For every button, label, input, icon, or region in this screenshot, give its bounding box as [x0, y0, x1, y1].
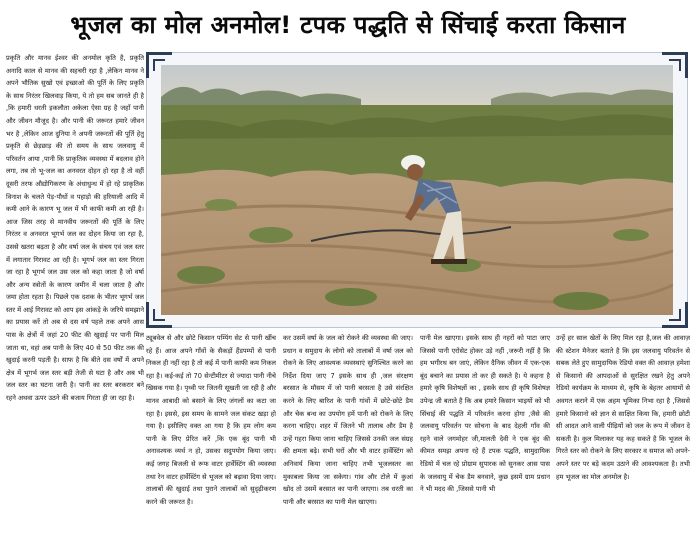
crop-plant [205, 199, 237, 211]
farmer-drip-irrigation-photo [161, 65, 673, 315]
crop-plant [249, 227, 293, 243]
column-1-text: प्रकृति और मानव ईश्वर की अनमोल कृति है, प्रकृति अनादि काल से मानव की सहचरी रहा है ,लेकिन मानव ने अपने भौतिक सुखो एवं इच्छाओ की पूर्ति के लिए प्रकृति के साथ निरंतर खिलवाड़ किया, ये तो हम सब जानते ही है ,कि हमारी धरती इकलौता अकेला ऐसा ग्रह है जहाँ पानी और जीवन मौजूद है। और पानी की जरूरत हमारे जीवन भर है ,लेकिन आज दुनिया ने अपनी जरूरतों की पूर्ति हेतु प्रकृति से छेड़छाड़ की तो समय के साथ जलवायु में परिवर्तन आया ,पानी कि प्राकृतिक व्यवस्था में बदलाव होने लगा, तब तो भू-जल का अनवरत दोहन हो रहा है तो वहीं दूसरी तरफ औद्योगिकरण के अंधाधुन्ध में हो रहे प्राकृतिक विनाश के चलते पेड़-पौधों व पहाड़ो की हरियाली आदि में कमी आने के कारण भू जल में भी काफी कमी आ रही है। आज जिस तरह से मानवीय जरूरतों की पूर्ति के लिए निरंतर व अनवरत भूगर्भ जल का दोहन किया जा रहा है, उससे खतरा बढ़ता है और वर्षा जल के संचय एवं जल स्तर में लगातार गिरावट आ रही है। भूगर्भ जल का स्तर गिरता जा रहा है भूगर्भ जल उस जल को कहा जाता है जो वर्षा और अन्य स्त्रोतों के कारण जमीन में चला जाता है और जमा होता रहता है। पिछले एक दशक के भीतर भूगर्भ जल स्तर में आई गिरावट को आप इस आंकड़े के जरिये समझाने का प्रयास करें तो अब से दस वर्ष पहले तक अपने आस पास के क्षेत्रों में जहां 20 फीट की खुदाई पर पानी मिल जाता था, वहां अब पानी के लिए 40 से 50 फीट तक की खुदाई करनी पड़ती है। साफ है कि बीते दस वर्षों में अपने क्षेत्र में भूगर्भ जल स्तर बड़ी तेजी से घटा है और अब भी जल स्तर का घटना जारी है। पानी का स्तर बरकरार बने रहने अथवा ऊपर उठने की बजाय गिरता ही जा रहा है। [6, 54, 144, 403]
crop-plant [553, 292, 609, 310]
column-4-text: पानी मेल खाएगा। इसके साथ ही नहरों को पाटा जाए जिससे पानी एरोसेट होकर उड़े नहीं ,जरूरी नहीं है कि हम भगीरथ बन जाएं, लेकिन दैनिक जीवन में एक-एक बूंद बचाने का प्रयास तो कर ही सकते है। ये कहना है हमारे कृषि विशेषज्ञों का , इसके साथ ही कृषि विशेषज्ञ उपेन्द्र जी बताते है कि अब हमारे किसान भाइयों को भी सिंचाई की पद्धति में परिवर्तन करना होगा ,जैसे की जलवायु परिवर्तन पर सोचना के बाद देहली गाँव की रहने वाले जगमोहर जी,मालती देवी ने एक बूंद की कीमत समझ अपना रहे हैं टपक पद्धति, सामुदायिक रेडियो में चल रहे प्रोग्राम सुपारक को सुनकर आस पास के जलवायु में चेक डैम बनवाने, कुछ इसमें ग्राम प्रधान ने भी मदद की ,जिससे पानी भी [420, 334, 550, 494]
article-headline: भूजल का मोल अनमोल! टपक पद्धति से सिंचाई करता किसान [70, 10, 626, 39]
column-1-continued [6, 332, 136, 532]
column-2-text: ट्यूबवेल से और छोटे किसान पम्पिंग सेट से पानी खींच रहे हैं। आज अपने गाँवों के सैकड़ों हैंडपम्पों से पानी निकल ही नहीं रहा है तो कई में पानी काफी कम निकल रहा है। कई-कई तो 70 सेन्टीमीटर से ज्यादा पानी नीचे खिसक गया है। पृथ्वी पर जितनी सूखती जा रही है और मानव आबादी को बसाने के लिए जंगलों का कटा जा रहा है। इससे, इस समय के सामने जल संकट खड़ा हो गया है। इसीलिए वक्त आ गया है कि हम लोग कम पानी के लिए प्रेरित करें ,कि एक बूंद पानी भी अनावश्यक व्यर्थ न हो, उसका सदुपयोग किया जाए। कई जगह बिजली से रूफ वाटर हार्वेस्टिंग की व्यवस्था तथा रेन वाटर हार्वेस्टिंग से भूजल को बढ़ावा दिया जाए। तालाबों की खुदाई तथा पुराने तालाबों को सुदृढ़ीकरण करने की जरूरत है। [146, 334, 276, 506]
farmer-head [407, 164, 423, 180]
column-3-text: कर उसमें वर्षा के जल को रोकने की व्यवस्था की जाए। प्रधान व समुदाय के लोगो को तालाबों में वर्षा जल को रोकने के लिए आवश्यक व्यवस्थाएं सुनिश्चित करने का निर्देश दिया जाए 7 इसके साथ ही ,जल संरक्षण बरसात के मौसम में जो पानी बरसता है उसे संरक्षित करने के लिए बारिश के पानी गांवों में छोटे-छोटे डैम और चेक बन्ध का उपयोग हमें पानी को रोकने के लिए करना चाहिए। शहर में जितने भी तालाब और डैम है उन्हें गहरा किया जाना चाहिए जिससे उनकी जल संग्रह की क्षमता बढ़े। सभी घरों और भी वाटर हार्वेस्टिंग को अनिवार्य किया जाना चाहिए तभी भूजलस्तर का मुकाबला किया जा सकेगा। गांव और टोले में कुआं खोद तो उसमें बरसात का पानी जाएगा। तब धरती का पानी और बरसात का पानी मेल खाएगा। [283, 334, 413, 506]
farmer-feet [431, 259, 467, 264]
photo-frame [146, 52, 688, 328]
crop-plant [613, 229, 649, 241]
column-5-text: उन्हें हर साल खेतों के लिए मिल रहा है,जल की आवाज़ की स्टेशन मैनेजर बताते है कि इस जलवायु परिवर्तन से सबक लेते हुए सामुदायिक रेडियो वक्त की आवाज़ हमेशा से किसानो की आपदाओं से सुरक्षित रखने हेतु अपने रेडियो कार्यक्रम के माध्यम से, कृषि के बेहतर आयामों से अवगत कराने में एक अहम भूमिका निभा रहा है ,जिससे हमारे किसानो को ज्ञान से साक्षित किया कि, हमारी छोटी सी आदत आने वाली पीढ़ियों को जल के रूप में जीवन दे सकती है। कुल मिलाकर यह कह सकते है कि भूजल के गिरते स्तर को रोकने के लिए सरकार व समाज को अपने-अपने स्तर पर बड़े कदम उठाने की आवश्यकता है। तभी हम भूजल का मोल अनमोल है। [556, 334, 690, 481]
crop-plant [177, 266, 225, 284]
crop-plant [325, 288, 377, 306]
